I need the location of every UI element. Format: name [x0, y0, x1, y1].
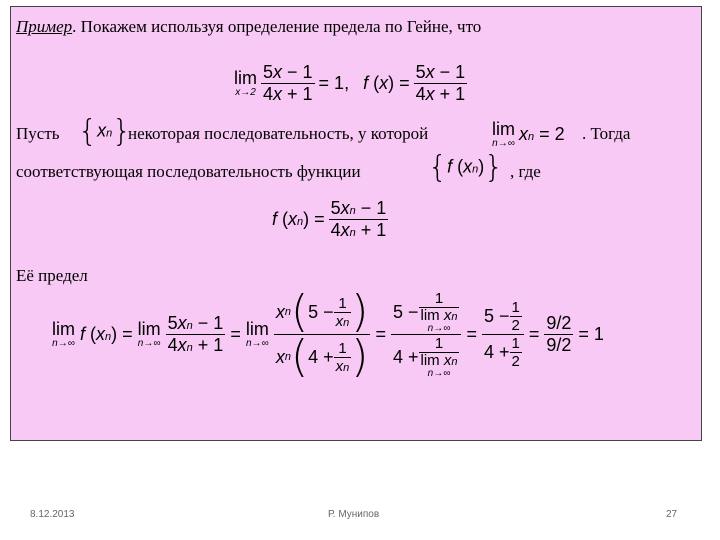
line3-text: соответствующая последовательность функции	[16, 162, 361, 181]
example-label: Пример	[16, 17, 73, 36]
formula-limit-statement: lim x→2 $\frac{5x - 1}{4x + 1}$ = 1, f (x) = $\frac{5x - 1}{4x + 1}$	[234, 62, 466, 104]
footer-page-number: 27	[666, 509, 678, 520]
footer-date: 8.12.2013	[30, 509, 75, 520]
intro-line	[16, 17, 481, 37]
where-label: , где	[510, 162, 541, 181]
formula-limit-derivation: lim n→∞ f (xn) = lim n→∞ $\frac{5xn - 1}{4xn + 1}$ = lim n→∞ x n ( 5 − $\frac{1}{xn}$ ) x n ( 4 + $\frac{1}{xn}$ ) = 5 − 1 lim xn n→∞ 4 + 1 lim xn n→∞ = 5 − $\frac{1}{2}$ 4 + $\frac{1}{2}$ = $\frac{9/2}{9/2}$ = 1	[52, 286, 604, 382]
intro-text: . Покажем используя определение предела по Гейне, что	[72, 17, 482, 36]
formula-lim-xn-equals-2: lim n→∞ xn = 2	[492, 119, 565, 149]
formula-sequence-f-xn: {f (xn)}	[428, 150, 504, 185]
limit-label: Её предел	[16, 266, 88, 285]
formula-sequence-xn: {xn}	[78, 114, 132, 149]
let-label: Пусть	[16, 124, 60, 143]
footer-author: Р. Мунипов	[328, 509, 380, 520]
formula-f-xn: f (xn) = $\frac{5xn - 1}{4xn + 1}$	[272, 198, 387, 240]
line2-text: некоторая последовательность, у которой	[128, 124, 429, 143]
then-label: . Тогда	[582, 124, 631, 143]
